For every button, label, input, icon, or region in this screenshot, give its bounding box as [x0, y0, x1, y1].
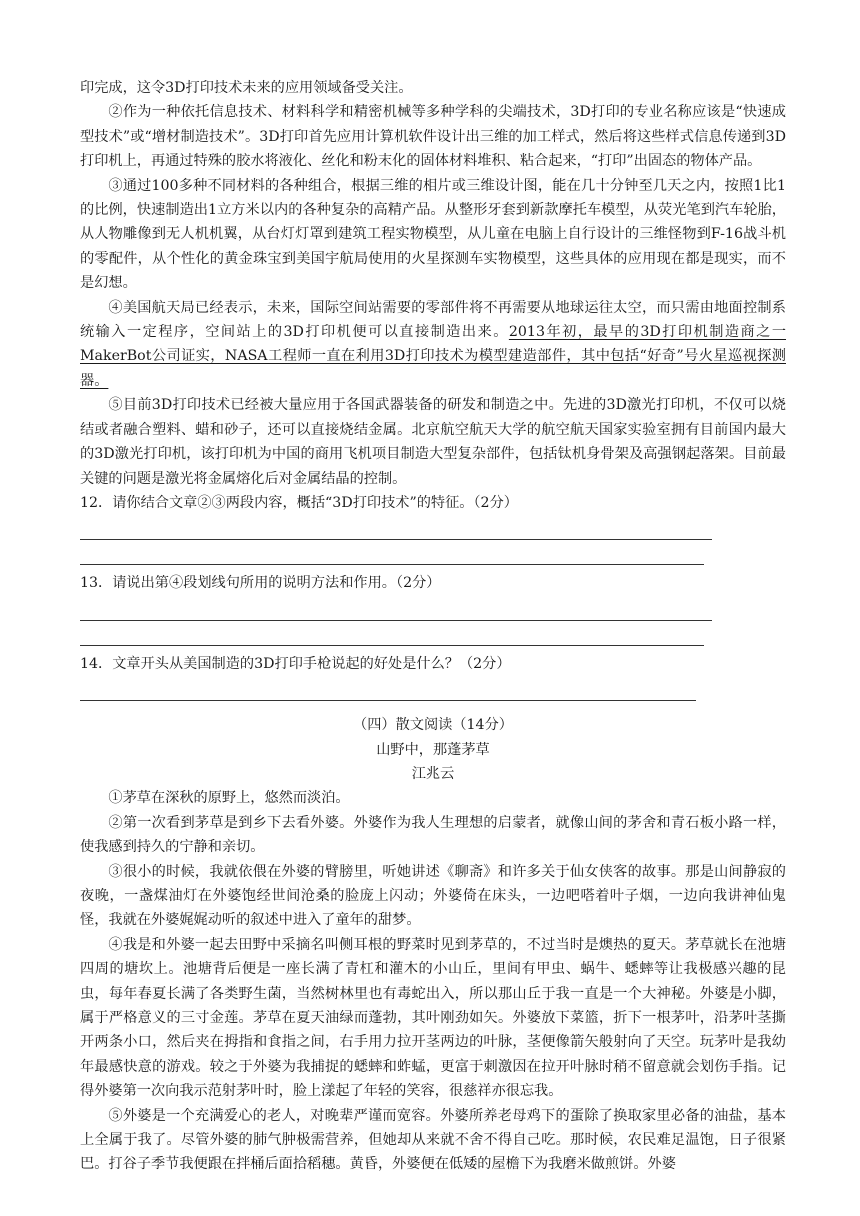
article-paragraph-3: ③通过100多种不同材料的各种组合，根据三维的相片或三维设计图，能在几十分钟至几天之内，按照1比1的比例，快速制造出1立方米以内的各种复杂的高精产品。从整形牙套到新款摩托车模型，从荧光笔到汽车轮胎，从人物雕像到无人机机翼，从台灯灯罩到建筑工程实物模型，从儿童在电脑上自行设计的三维怪物到F-16战斗机的零配件，从个性化的黄金珠宝到美国宇航局使用的火星探测车实物模型，这些具体的应用现在都是现实，而不是幻想。	[80, 177, 786, 292]
article-paragraph-4	[80, 296, 786, 394]
answer-line[interactable]	[80, 676, 696, 701]
answer-line[interactable]	[80, 515, 712, 540]
essay-paragraph-1: ①茅草在深秋的原野上，悠然而淡泊。	[108, 790, 350, 807]
question-13: 13．请说出第④段划线句所用的说明方法和作用。（2分）	[80, 575, 441, 592]
paragraph-4-text: ④美国航天局已经表示，未来，国际空间站需要的零部件将不再需要从地球运往太空，而只需由地面控制系统输入一定程序，空间站上的3D打印机便可以直接制造出来。	[80, 299, 786, 341]
answer-line[interactable]	[80, 596, 712, 621]
essay-title: 山野中，那蓬茅草	[376, 741, 490, 758]
essay-paragraph-4: ④我是和外婆一起去田野中采摘名叫侧耳根的野菜时见到茅草的，不过当时是燠热的夏天。茅草就长在池塘四周的塘坎上。池塘背后便是一座长满了青杠和灌木的小山丘，里间有甲虫、蜗牛、蟋蟀等让我极感兴趣的昆虫，每年春夏长满了各类野生菌，当然树林里也有毒蛇出入，所以那山丘于我一直是一个大神秘。外婆是小脚，属于严格意义的三寸金莲。茅草在夏天油绿而蓬勃，其叶刚劲如矢。外婆放下菜篮，折下一根茅叶，沿茅叶茎撕开两条小口，然后夹在拇指和食指之间，右手用力拉开茎两边的叶脉，茎便像箭矢般射向了天空。玩茅叶是我幼年最感快意的游戏。较之于外婆为我捕捉的蟋蟀和蚱蜢，更富于刺激因在拉开叶脉时稍不留意就会划伤手指。记得外婆第一次向我示范射茅叶时，脸上漾起了年轻的笑容，很慈祥亦很忘我。	[80, 936, 786, 1100]
article-paragraph-1-tail: 印完成，这令3D打印技术未来的应用领域备受关注。	[80, 80, 413, 96]
question-12: 12．请你结合文章②③两段内容，概括“3D打印技术”的特征。（2分）	[80, 494, 518, 511]
document-page	[80, 76, 786, 1177]
question-14: 14．文章开头从美国制造的3D打印手枪说起的好处是什么？（2分）	[80, 655, 511, 672]
essay-paragraph-5: ⑤外婆是一个充满爱心的老人，对晚辈严谨而宽容。外婆所养老母鸡下的蛋除了换取家里必备的油盐，基本上全属于我了。尽管外婆的肺气肿极需营养，但她却从来就不舍不得自己吃。那时候，农民难足温饱，日子很紧巴。打谷子季节我便跟在拌桶后面拾稻穗。黄昏，外婆便在低矮的屋檐下为我磨米做煎饼。外婆	[80, 1107, 786, 1173]
underlined-sentence: 2013年初，最早的3D打印机制造商之一MakerBot公司证实，NASA工程师一直在利用3D打印技术为模型建造部件，其中包括“好奇”号火星巡视探测器。	[80, 324, 787, 389]
essay-paragraph-2: ②第一次看到茅草是到乡下去看外婆。外婆作为我人生理想的启蒙者，就像山间的茅舍和青石板小路一样，使我感到持久的宁静和亲切。	[80, 814, 786, 856]
section-heading: （四）散文阅读（14分）	[353, 717, 513, 734]
article-paragraph-2: ②作为一种依托信息技术、材料科学和精密机械等多种学科的尖端技术，3D打印的专业名称应该是“快速成型技术”或“增材制造技术”。3D打印首先应用计算机软件设计出三维的加工样式，然后将这些样式信息传递到3D打印机上，再通过特殊的胶水将液化、丝化和粉末化的固体材料堆积、粘合起来，“打印”出固态的物体产品。	[80, 104, 786, 170]
essay-author: 江兆云	[411, 765, 455, 782]
article-paragraph-5: ⑤目前3D打印技术已经被大量应用于各国武器装备的研发和制造之中。先进的3D激光打印机，不仅可以烧结或者融合塑料、蜡和砂子，还可以直接烧结金属。北京航空航天大学的航空航天国家实验室拥有目前国内最大的3D激光打印机，该打印机为中国的商用飞机项目制造大型复杂部件，包括钛机身骨架及高强钢起落架。目前最关键的问题是激光将金属熔化后对金属结晶的控制。	[80, 397, 786, 487]
answer-line[interactable]	[80, 540, 704, 565]
answer-line[interactable]	[80, 621, 704, 646]
essay-paragraph-3: ③很小的时候，我就依偎在外婆的臂膀里，听她讲述《聊斋》和许多关于仙女侠客的故事。那是山间静寂的夜晚，一盏煤油灯在外婆饱经世间沧桑的脸庞上闪动；外婆倚在床头，一边吧嗒着叶子烟，一边向我讲神仙鬼怪，我就在外婆娓娓动听的叙述中进入了童年的甜梦。	[80, 863, 786, 929]
